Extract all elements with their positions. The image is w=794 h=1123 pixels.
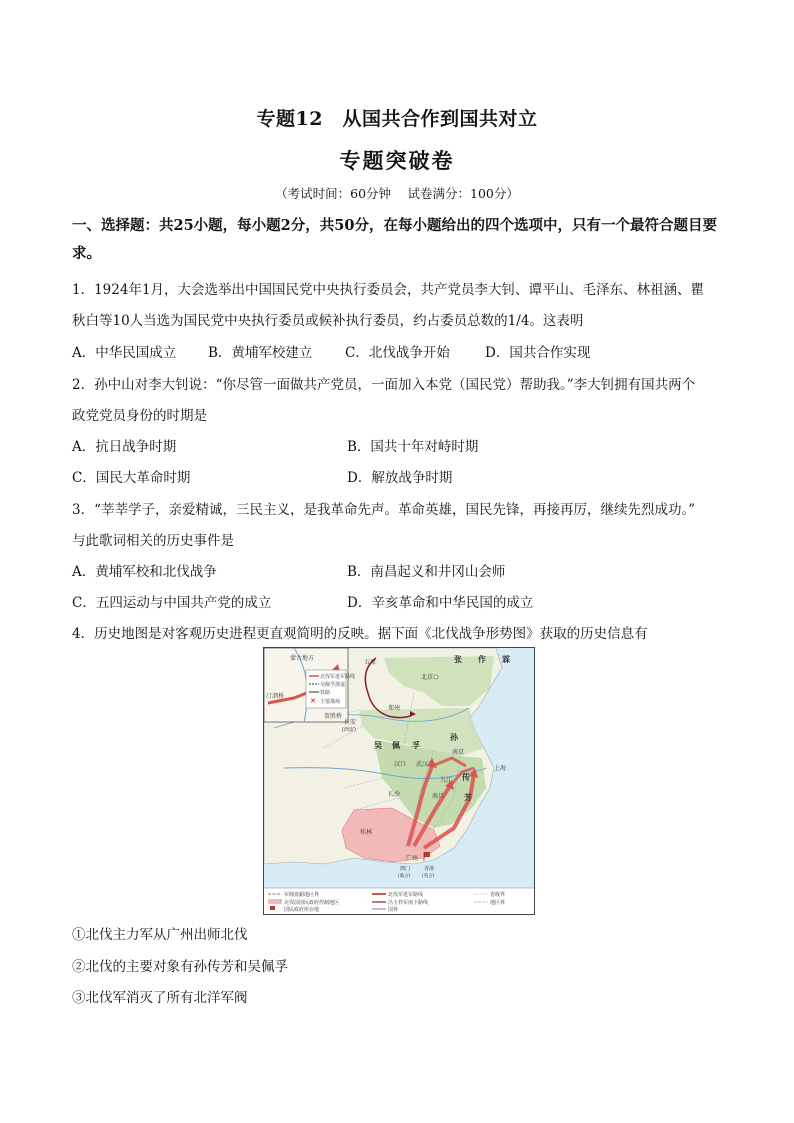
question-1-stem-line1: 1．1924年1月，大会选举出中国国民党中央执行委员会，共产党员李大钊、谭平山、毛泽东、林祖涵、瞿 [72, 282, 705, 298]
question-4-statement-1: ①北伐主力军从广州出师北伐 [72, 927, 248, 943]
legend-item-7: 国民政府所在地 [284, 907, 320, 913]
question-2-stem-line2: 政党党员身份的时期是 [72, 408, 207, 424]
label-guangzhou: 广州 [406, 855, 419, 862]
section-heading: 一、选择题：共25小题，每小题2分，共50分，在每小题给出的四个选项中，只有一个最符合题目要求。 [72, 217, 717, 262]
legend-item-1: 军阀盘踞地区界 [284, 892, 320, 898]
map-svg [264, 648, 534, 914]
legend-item-6: 地区界 [490, 900, 506, 906]
label-xianggang-sub: (英占) [422, 874, 435, 879]
legend-item-5: 冯玉祥军南下路线 [388, 900, 429, 906]
question-2-option-a[interactable]: A．抗日战争时期 [72, 439, 177, 455]
question-3-option-d[interactable]: D．辛亥革命和中华民国的成立 [347, 595, 534, 611]
label-changsha: 长沙 [388, 791, 401, 798]
question-3-option-b[interactable]: B．南昌起义和井冈山会师 [347, 564, 506, 580]
label-zhengzhou: 郑州 [388, 705, 401, 712]
label-aomen-sub: (葡占) [398, 874, 411, 879]
label-wuyuan: 五原 [364, 659, 377, 666]
question-1-option-a[interactable]: A．中华民国成立 [72, 345, 177, 361]
inset-legend-3: 铁路 [320, 690, 331, 696]
label-aomen: 澳门 [400, 866, 411, 872]
label-zhang: 张 [454, 655, 462, 664]
label-zuo: 作 [478, 655, 486, 664]
label-lin: 霖 [502, 655, 510, 664]
question-1-option-d[interactable]: D．国共合作实现 [485, 345, 591, 361]
label-nanchang: 南昌 [432, 793, 445, 800]
svg-text:✕: ✕ [310, 697, 316, 705]
label-wu: 吴 [374, 741, 382, 750]
question-4-statement-2: ②北伐的主要对象有孙传芳和吴佩孚 [72, 959, 288, 975]
label-xian: 长安 [344, 719, 357, 726]
label-xian-sub: (西安) [342, 727, 356, 733]
inset-legend-1: 北伐军进军路线 [320, 674, 356, 680]
label-fang: 芳 [464, 793, 472, 802]
page-subtitle: 专题突破卷 [339, 148, 455, 173]
label-guilin: 桂林 [360, 829, 373, 836]
question-1-option-c[interactable]: C．北伐战争开始 [345, 345, 450, 361]
legend-item-3: 省级界 [490, 892, 506, 898]
question-2-option-b[interactable]: B．国共十年对峙时期 [347, 439, 479, 455]
label-shanghai: 上海 [494, 765, 507, 772]
label-jiujiang: 九江 [440, 777, 453, 784]
question-3-stem-line2: 与此歌词相关的历史事件是 [72, 533, 234, 549]
question-4-stem: 4．历史地图是对客观历史进程更直观简明的反映。据下面《北伐战争形势图》获取的历史信息有 [72, 626, 648, 642]
inset-label-left: 汀泗桥 [266, 693, 285, 700]
question-1-option-b[interactable]: B．黄埔军校建立 [208, 345, 313, 361]
label-wuchang: 武汉 [416, 761, 429, 768]
inset-legend-4: 主要战场 [320, 699, 341, 705]
label-nanjing: 南京 [452, 749, 465, 756]
question-1-stem-line2: 秋白等10人当选为国民党中央执行委员或候补执行委员，约占委员总数的1/4。这表明 [72, 313, 584, 329]
northern-expedition-map [263, 647, 535, 915]
question-4-statement-3: ③北伐军消灭了所有北洋军阀 [72, 990, 248, 1006]
question-3-option-c[interactable]: C．五四运动与中国共产党的成立 [72, 595, 272, 611]
label-fu: 孚 [412, 741, 420, 750]
exam-info: （考试时间：60分钟 试卷满分：100分） [275, 186, 519, 201]
label-xianggang: 香港 [424, 866, 435, 872]
label-pei: 佩 [392, 741, 400, 750]
label-sun: 孙 [450, 733, 458, 742]
question-3-option-a[interactable]: A．黄埔军校和北伐战争 [72, 564, 217, 580]
label-hankou: 汉口 [394, 761, 407, 768]
inset-label-right: 贺胜桥 [324, 713, 343, 720]
question-2-option-c[interactable]: C．国民大革命时期 [72, 470, 191, 486]
question-2-stem-line1: 2．孙中山对李大钊说：“你尽管一面做共产党员，一面加入本党（国民党）帮助我。”李大钊拥有国共两个 [72, 377, 696, 393]
legend-item-2: 北伐军进军路线 [388, 892, 424, 898]
legend-item-4: 北伐前国民政府控制地区 [284, 900, 340, 906]
legend-item-8: 国界 [388, 907, 399, 913]
page-title: 专题12 从国共合作到国共对立 [256, 108, 538, 130]
question-2-option-d[interactable]: D．解放战争时期 [347, 470, 453, 486]
question-3-stem-line1: 3．“莘莘学子，亲爱精诚，三民主义，是我革命先声。革命英雄，国民先锋，再接再厉，继续先烈成功。” [72, 502, 696, 518]
inset-label-top: 蒙古地方 [290, 655, 315, 662]
label-beijing: 北京 [421, 674, 434, 681]
label-chuan: 传 [462, 773, 470, 782]
inset-legend-2: 吴佩孚溃退 [320, 682, 346, 688]
